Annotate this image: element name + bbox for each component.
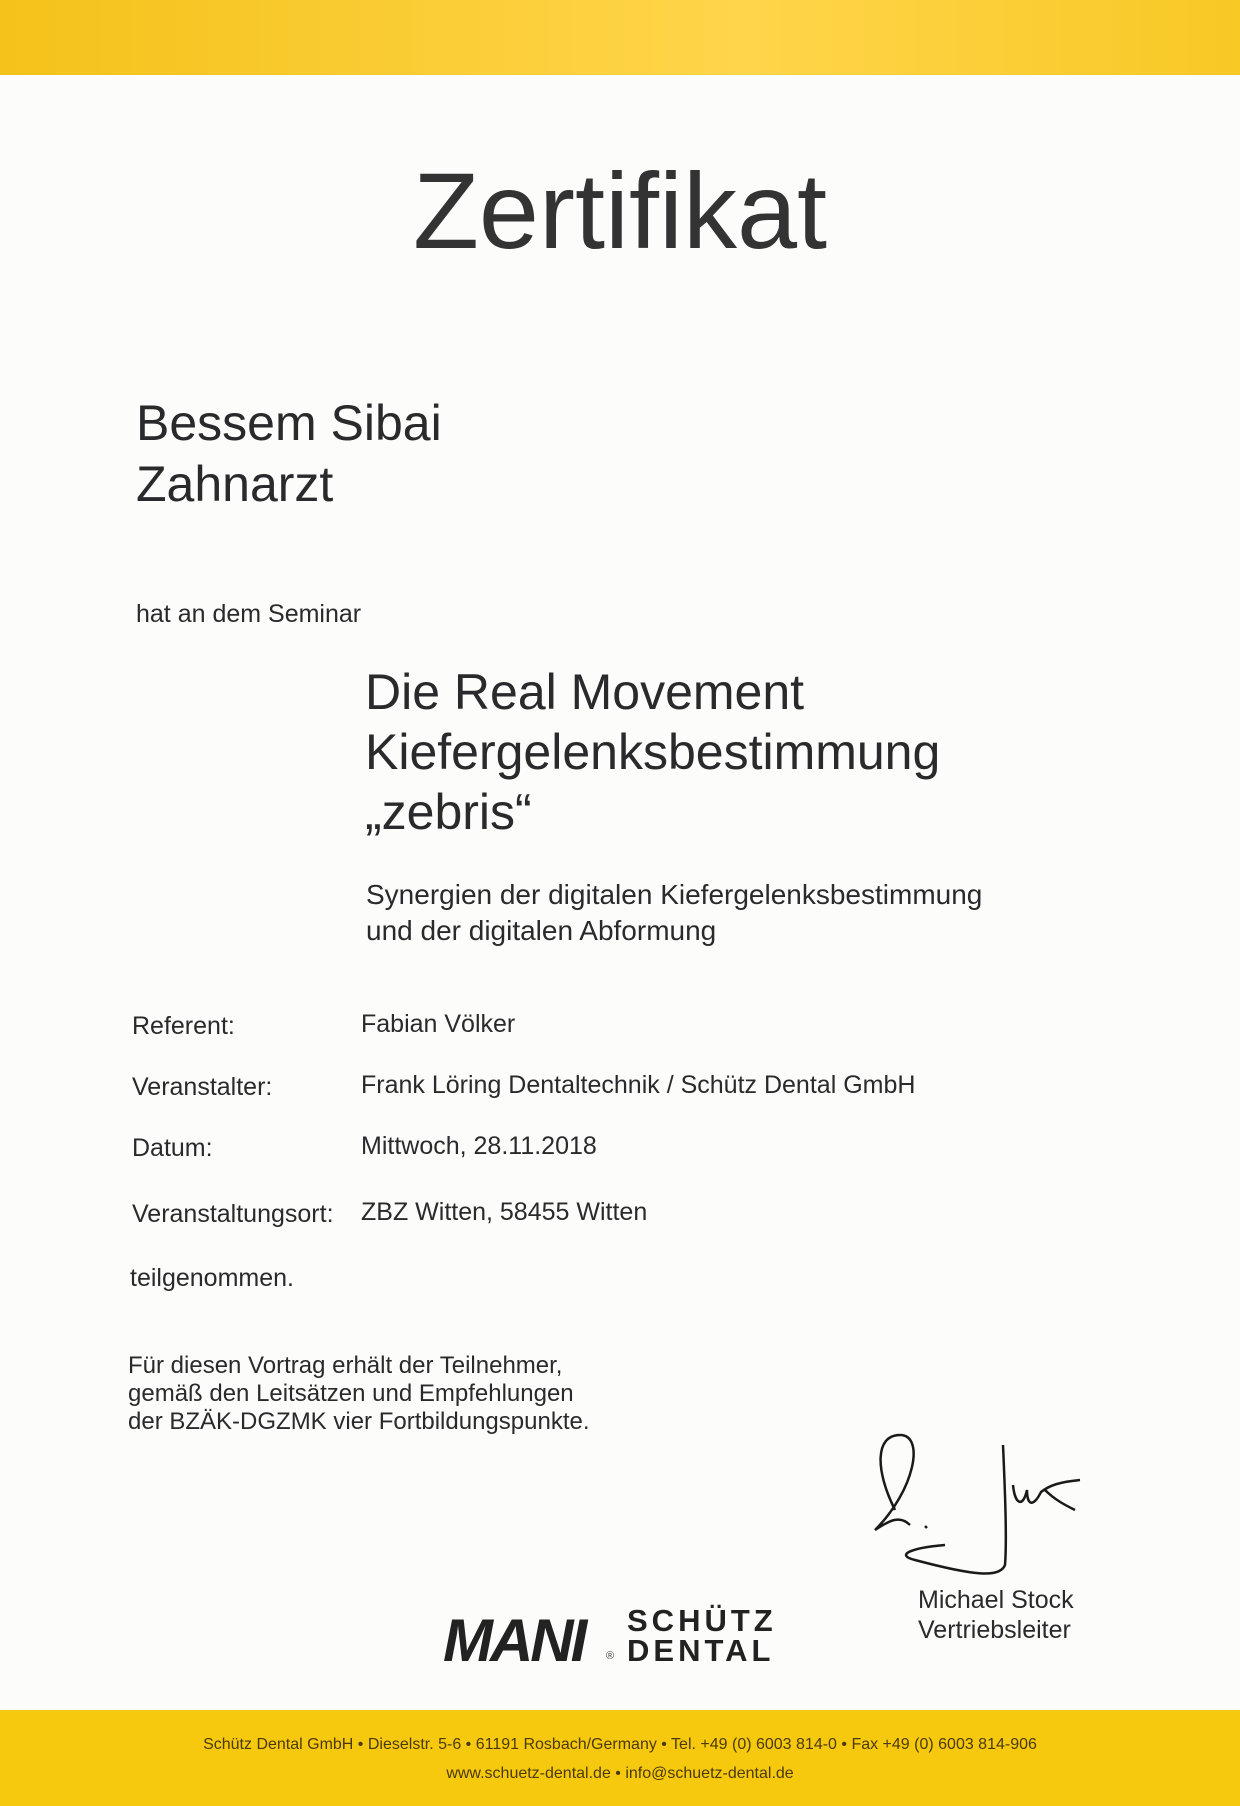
seminar-subtitle-line-2: und der digitalen Abformung bbox=[366, 915, 717, 946]
footer-address: Schütz Dental GmbH • Dieselstr. 5-6 • 61191 Rosbach/Germany • Tel. +49 (0) 6003 814-0 • Fax +49 (0) 6003 814-906 bbox=[203, 1736, 1037, 1753]
closing-text: teilgenommen. bbox=[130, 1264, 294, 1292]
schuetz-dental-logo bbox=[627, 1603, 777, 1668]
detail-label-organizer: Veranstalter: bbox=[132, 1073, 273, 1101]
detail-value-venue: ZBZ Witten, 58455 Witten bbox=[361, 1198, 648, 1226]
seminar-title-line-3: „zebris“ bbox=[365, 784, 532, 840]
signatory-name: Michael Stock bbox=[918, 1586, 1074, 1614]
note-line-2: gemäß den Leitsätzen und Empfehlungen bbox=[128, 1380, 574, 1407]
registered-mark: ® bbox=[606, 1650, 615, 1662]
detail-value-referent: Fabian Völker bbox=[361, 1010, 516, 1038]
recipient-profession: Zahnarzt bbox=[136, 456, 334, 512]
detail-label-venue: Veranstaltungsort: bbox=[132, 1200, 334, 1228]
seminar-title-line-2: Kiefergelenksbestimmung bbox=[365, 724, 941, 780]
signature-image bbox=[855, 1430, 1095, 1585]
intro-text: hat an dem Seminar bbox=[136, 600, 362, 628]
footer-yellow-band bbox=[0, 1710, 1240, 1806]
seminar-title-line-1: Die Real Movement bbox=[365, 664, 805, 720]
note-line-1: Für diesen Vortrag erhält der Teilnehmer, bbox=[128, 1352, 563, 1379]
detail-label-referent: Referent: bbox=[132, 1012, 235, 1040]
note-line-3: der BZÄK-DGZMK vier Fortbildungspunkte. bbox=[128, 1408, 590, 1435]
recipient-name: Bessem Sibai bbox=[136, 395, 442, 451]
mani-logo: MANI bbox=[443, 1607, 585, 1674]
top-yellow-band bbox=[0, 0, 1240, 75]
detail-value-organizer: Frank Löring Dentaltechnik / Schütz Dental GmbH bbox=[361, 1071, 916, 1099]
certificate-title: Zertifikat bbox=[412, 150, 828, 271]
seminar-subtitle-line-1: Synergien der digitalen Kiefergelenksbestimmung bbox=[366, 879, 983, 910]
signatory-role: Vertriebsleiter bbox=[918, 1616, 1071, 1644]
logo-line-1: SCHÜTZ bbox=[627, 1603, 777, 1638]
logo-line-2: DENTAL bbox=[627, 1633, 775, 1668]
footer-web-contact: www.schuetz-dental.de • info@schuetz-dental.de bbox=[446, 1765, 794, 1782]
detail-label-date: Datum: bbox=[132, 1134, 213, 1162]
detail-value-date: Mittwoch, 28.11.2018 bbox=[361, 1132, 597, 1160]
